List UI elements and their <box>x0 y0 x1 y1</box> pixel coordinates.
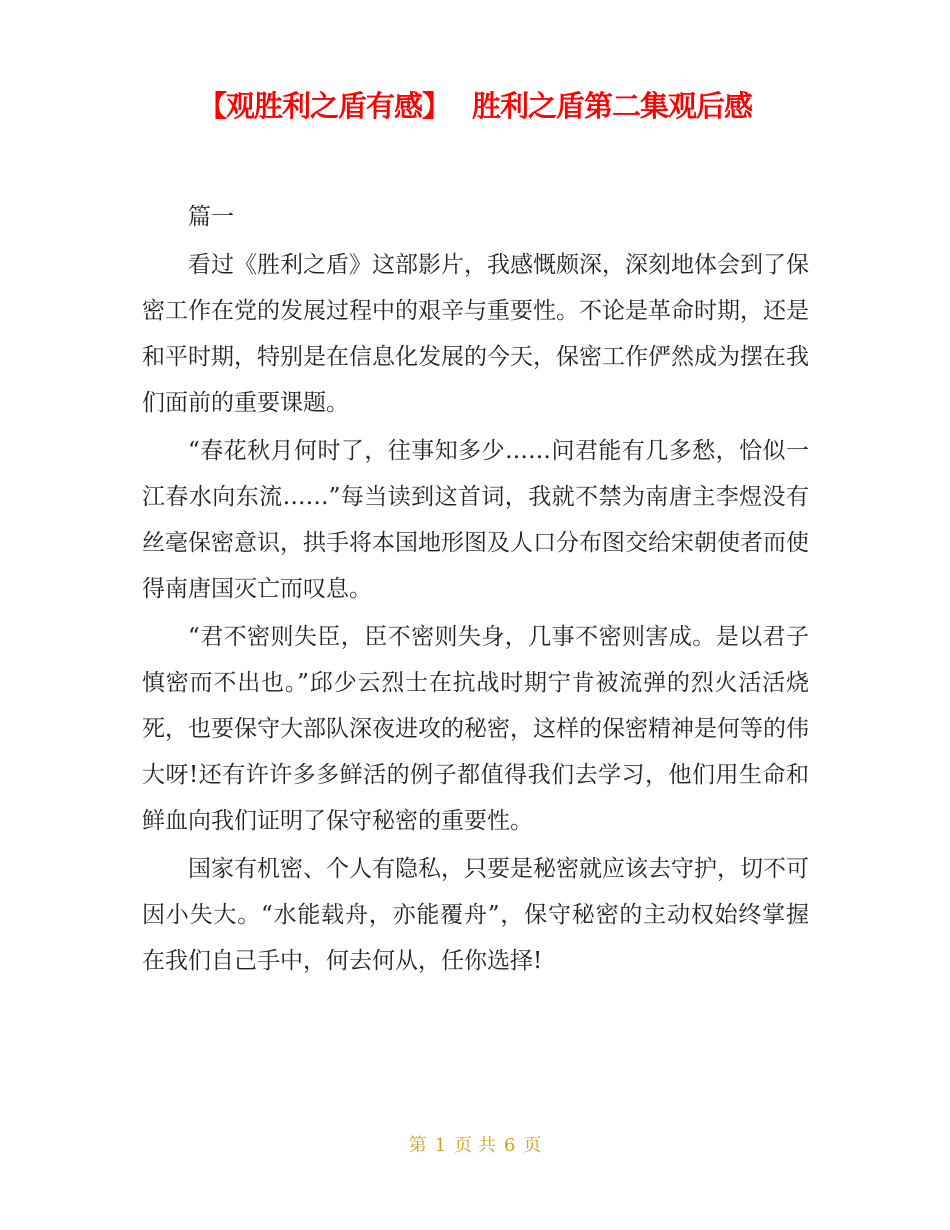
section-label: 篇一 <box>188 204 234 230</box>
paragraph-4: 国家有机密、个人有隐私，只要是秘密就应该去守护，切不可因小失大。“水能载舟，亦能覆舟”，保守秘密的主动权始终掌握在我们自己手中，何去何从，任你选择! <box>142 856 809 974</box>
title-part-2: 胜利之盾第二集观后感 <box>472 89 753 123</box>
footer-middle: 页 共 <box>454 1135 496 1156</box>
paragraph-3: “君不密则失臣，臣不密则失身，几事不密则害成。是以君子慎密而不出也。”邱少云烈士在抗战时期宁肯被流弹的烈火活活烧死，也要保守大部队深夜进攻的秘密，这样的保密精神是何等的伟大呀!还有许许多多鲜活的例子都值得我们去学习，他们用生命和鲜血向我们证明了保守秘密的重要性。 <box>142 624 809 834</box>
title-part-1: 【观胜利之盾有感】 <box>197 89 450 123</box>
footer-page-number: 1 <box>434 1135 447 1156</box>
page-title <box>0 86 950 126</box>
paragraph-1: 看过《胜利之盾》这部影片，我感慨颇深，深刻地体会到了保密工作在党的发展过程中的艰辛与重要性。不论是革命时期，还是和平时期，特别是在信息化发展的今天，保密工作俨然成为摆在我们面前的重要课题。 <box>142 252 809 416</box>
page-footer <box>0 1134 950 1158</box>
footer-total-pages: 6 <box>503 1135 516 1156</box>
footer-suffix: 页 <box>523 1135 542 1156</box>
paragraph-2: “春花秋月何时了，往事知多少……问君能有几多愁，恰似一江春水向东流……”每当读到这首词，我就不禁为南唐主李煜没有丝毫保密意识，拱手将本国地形图及人口分布图交给宋朝使者而使得南唐国灭亡而叹息。 <box>142 438 809 602</box>
footer-prefix: 第 <box>408 1135 427 1156</box>
document-body <box>142 194 809 984</box>
